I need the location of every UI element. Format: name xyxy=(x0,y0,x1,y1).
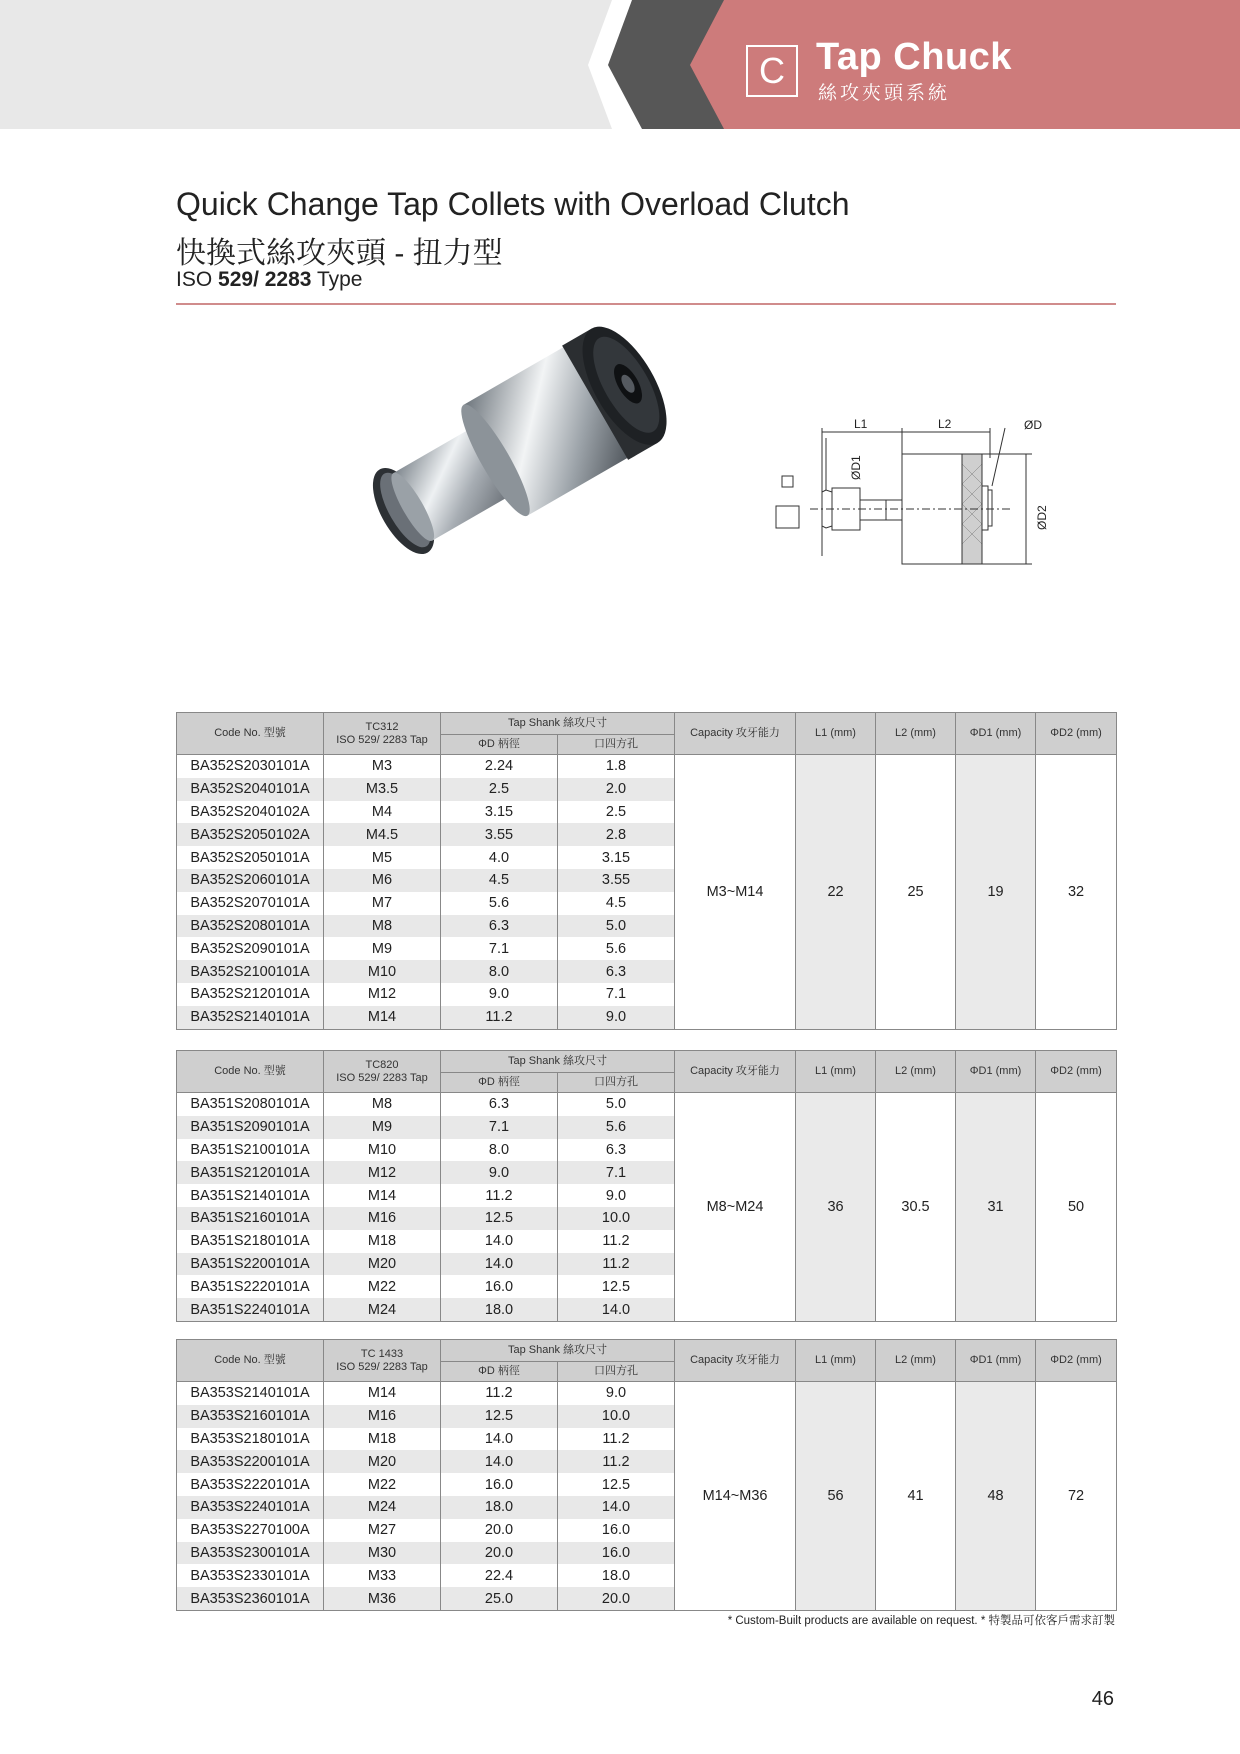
col-header-square: 口四方孔 xyxy=(558,1362,675,1382)
table-row xyxy=(177,755,1117,778)
dim-label-od: ØD xyxy=(1024,418,1042,432)
cell-tap: M9 xyxy=(324,937,441,960)
cell-code: BA351S2160101A xyxy=(177,1207,324,1230)
page-title-zh: 快換式絲攻夾頭 - 扭力型 xyxy=(176,237,503,270)
cell-tap: M30 xyxy=(324,1542,441,1565)
cell-phi-d: 14.0 xyxy=(441,1253,558,1276)
cell-phi-d: 9.0 xyxy=(441,1161,558,1184)
iso-prefix: ISO xyxy=(176,268,213,291)
cell-square: 12.5 xyxy=(558,1473,675,1496)
cell-code: BA352S2100101A xyxy=(177,960,324,983)
cell-code: BA351S2240101A xyxy=(177,1298,324,1321)
cell-tap: M8 xyxy=(324,915,441,938)
cell-code: BA351S2140101A xyxy=(177,1184,324,1207)
cell-phi-d: 14.0 xyxy=(441,1230,558,1253)
cell-phi-d: 18.0 xyxy=(441,1298,558,1321)
table-row xyxy=(177,1382,1117,1405)
cell-tap: M18 xyxy=(324,1428,441,1451)
col-header-model xyxy=(324,1340,441,1382)
col-header-d2: ΦD2 (mm) xyxy=(1036,1340,1117,1382)
cell-phi-d: 8.0 xyxy=(441,960,558,983)
cell-tap: M12 xyxy=(324,983,441,1006)
title-divider xyxy=(176,303,1116,305)
iso-suffix: Type xyxy=(316,268,363,291)
col-header-code: Code No. 型號 xyxy=(177,1051,324,1093)
col-header-l1: L1 (mm) xyxy=(796,1051,876,1093)
col-header-code: Code No. 型號 xyxy=(177,713,324,755)
page-iso-type xyxy=(176,268,362,292)
cell-square: 12.5 xyxy=(558,1275,675,1298)
col-header-l1: L1 (mm) xyxy=(796,713,876,755)
header-banner-shapes xyxy=(0,0,1240,130)
col-header-square: 口四方孔 xyxy=(558,1073,675,1093)
cell-code: BA353S2300101A xyxy=(177,1542,324,1565)
cell-phi-d: 7.1 xyxy=(441,1116,558,1139)
col-header-capacity: Capacity 攻牙能力 xyxy=(675,1051,796,1093)
cell-code: BA351S2200101A xyxy=(177,1253,324,1276)
col-header-l1: L1 (mm) xyxy=(796,1340,876,1382)
cell-tap: M18 xyxy=(324,1230,441,1253)
cell-tap: M33 xyxy=(324,1564,441,1587)
cell-phi-d: 5.6 xyxy=(441,892,558,915)
cell-tap: M20 xyxy=(324,1450,441,1473)
cell-code: BA352S2120101A xyxy=(177,983,324,1006)
cell-square: 5.0 xyxy=(558,1093,675,1116)
model-name: TC 1433 xyxy=(360,1347,404,1360)
col-header-phi-d: ΦD 柄徑 xyxy=(441,1073,558,1093)
col-header-square: 口四方孔 xyxy=(558,735,675,755)
cell-square: 11.2 xyxy=(558,1230,675,1253)
col-header-l2: L2 (mm) xyxy=(876,1340,956,1382)
cell-square: 2.8 xyxy=(558,823,675,846)
cell-d1: 48 xyxy=(956,1382,1036,1611)
model-iso: ISO 529/ 2283 Tap xyxy=(336,733,428,746)
cell-code: BA352S2080101A xyxy=(177,915,324,938)
cell-code: BA351S2120101A xyxy=(177,1161,324,1184)
spec-table-tc820 xyxy=(176,1050,1117,1322)
col-header-phi-d: ΦD 柄徑 xyxy=(441,1362,558,1382)
cell-code: BA351S2090101A xyxy=(177,1116,324,1139)
cell-tap: M4.5 xyxy=(324,823,441,846)
cell-phi-d: 4.5 xyxy=(441,869,558,892)
cell-square: 3.15 xyxy=(558,846,675,869)
col-header-tap-shank: Tap Shank 絲攻尺寸 xyxy=(441,1340,675,1362)
col-header-d2: ΦD2 (mm) xyxy=(1036,1051,1117,1093)
cell-capacity: M14~M36 xyxy=(675,1382,796,1611)
col-header-code: Code No. 型號 xyxy=(177,1340,324,1382)
cell-code: BA351S2100101A xyxy=(177,1139,324,1162)
cell-phi-d: 12.5 xyxy=(441,1207,558,1230)
col-header-d1: ΦD1 (mm) xyxy=(956,1340,1036,1382)
cell-code: BA351S2220101A xyxy=(177,1275,324,1298)
cell-phi-d: 16.0 xyxy=(441,1275,558,1298)
cell-tap: M22 xyxy=(324,1473,441,1496)
cell-d2: 72 xyxy=(1036,1382,1117,1611)
cell-l2: 30.5 xyxy=(876,1093,956,1322)
cell-square: 20.0 xyxy=(558,1587,675,1610)
cell-phi-d: 14.0 xyxy=(441,1428,558,1451)
cell-code: BA352S2140101A xyxy=(177,1006,324,1029)
dim-label-d1: ØD1 xyxy=(849,455,863,480)
cell-tap: M22 xyxy=(324,1275,441,1298)
cell-d1: 19 xyxy=(956,755,1036,1030)
cell-tap: M16 xyxy=(324,1405,441,1428)
page-title-en: Quick Change Tap Collets with Overload Clutch xyxy=(176,186,850,222)
cell-square: 4.5 xyxy=(558,892,675,915)
cell-l1: 36 xyxy=(796,1093,876,1322)
cell-tap: M10 xyxy=(324,1139,441,1162)
cell-square: 11.2 xyxy=(558,1450,675,1473)
col-header-phi-d: ΦD 柄徑 xyxy=(441,735,558,755)
cell-code: BA352S2060101A xyxy=(177,869,324,892)
cell-code: BA352S2040101A xyxy=(177,778,324,801)
cell-tap: M24 xyxy=(324,1298,441,1321)
cell-square: 9.0 xyxy=(558,1382,675,1405)
cell-code: BA353S2270100A xyxy=(177,1519,324,1542)
cell-d1: 31 xyxy=(956,1093,1036,1322)
dim-label-l2: L2 xyxy=(938,417,952,431)
header-subtitle: 絲攻夾頭系統 xyxy=(818,83,951,104)
section-letter-badge: C xyxy=(746,45,798,97)
cell-square: 7.1 xyxy=(558,1161,675,1184)
cell-square: 1.8 xyxy=(558,755,675,778)
cell-phi-d: 8.0 xyxy=(441,1139,558,1162)
cell-tap: M12 xyxy=(324,1161,441,1184)
cell-tap: M8 xyxy=(324,1093,441,1116)
cell-square: 10.0 xyxy=(558,1405,675,1428)
model-name: TC312 xyxy=(365,720,399,733)
cell-phi-d: 11.2 xyxy=(441,1382,558,1405)
cell-code: BA353S2140101A xyxy=(177,1382,324,1405)
cell-square: 14.0 xyxy=(558,1496,675,1519)
cell-square: 6.3 xyxy=(558,1139,675,1162)
cell-tap: M6 xyxy=(324,869,441,892)
cell-square: 3.55 xyxy=(558,869,675,892)
cell-code: BA352S2090101A xyxy=(177,937,324,960)
cell-square: 11.2 xyxy=(558,1428,675,1451)
col-header-d1: ΦD1 (mm) xyxy=(956,1051,1036,1093)
cell-square: 2.0 xyxy=(558,778,675,801)
cell-square: 14.0 xyxy=(558,1298,675,1321)
col-header-l2: L2 (mm) xyxy=(876,713,956,755)
cell-phi-d: 14.0 xyxy=(441,1450,558,1473)
cell-phi-d: 4.0 xyxy=(441,846,558,869)
cell-square: 5.0 xyxy=(558,915,675,938)
cell-code: BA352S2050102A xyxy=(177,823,324,846)
tap-collet-photo xyxy=(340,325,720,655)
table-row xyxy=(177,1093,1117,1116)
cell-tap: M24 xyxy=(324,1496,441,1519)
cell-code: BA352S2070101A xyxy=(177,892,324,915)
col-header-model xyxy=(324,713,441,755)
cell-tap: M27 xyxy=(324,1519,441,1542)
cell-phi-d: 20.0 xyxy=(441,1542,558,1565)
cell-tap: M10 xyxy=(324,960,441,983)
iso-standard: 529/ 2283 xyxy=(218,268,312,291)
cell-square: 5.6 xyxy=(558,937,675,960)
cell-phi-d: 16.0 xyxy=(441,1473,558,1496)
cell-phi-d: 11.2 xyxy=(441,1184,558,1207)
cell-phi-d: 12.5 xyxy=(441,1405,558,1428)
cell-tap: M16 xyxy=(324,1207,441,1230)
cell-code: BA351S2080101A xyxy=(177,1093,324,1116)
cell-code: BA353S2160101A xyxy=(177,1405,324,1428)
cell-tap: M5 xyxy=(324,846,441,869)
cell-square: 18.0 xyxy=(558,1564,675,1587)
model-iso: ISO 529/ 2283 Tap xyxy=(336,1360,428,1373)
cell-l1: 22 xyxy=(796,755,876,1030)
spec-table-tc1433 xyxy=(176,1339,1117,1611)
model-name: TC820 xyxy=(365,1058,399,1071)
cell-phi-d: 7.1 xyxy=(441,937,558,960)
cell-phi-d: 25.0 xyxy=(441,1587,558,1610)
cell-code: BA352S2030101A xyxy=(177,755,324,778)
cell-code: BA353S2240101A xyxy=(177,1496,324,1519)
dimension-drawing xyxy=(770,408,1070,588)
cell-phi-d: 2.5 xyxy=(441,778,558,801)
cell-phi-d: 20.0 xyxy=(441,1519,558,1542)
col-header-model xyxy=(324,1051,441,1093)
cell-l2: 25 xyxy=(876,755,956,1030)
cell-capacity: M3~M14 xyxy=(675,755,796,1030)
cell-square: 2.5 xyxy=(558,801,675,824)
cell-d2: 50 xyxy=(1036,1093,1117,1322)
cell-phi-d: 11.2 xyxy=(441,1006,558,1029)
col-header-capacity: Capacity 攻牙能力 xyxy=(675,1340,796,1382)
cell-square: 6.3 xyxy=(558,960,675,983)
cell-code: BA351S2180101A xyxy=(177,1230,324,1253)
cell-phi-d: 3.15 xyxy=(441,801,558,824)
cell-l1: 56 xyxy=(796,1382,876,1611)
cell-tap: M14 xyxy=(324,1382,441,1405)
cell-code: BA353S2330101A xyxy=(177,1564,324,1587)
cell-square: 11.2 xyxy=(558,1253,675,1276)
col-header-d2: ΦD2 (mm) xyxy=(1036,713,1117,755)
cell-phi-d: 22.4 xyxy=(441,1564,558,1587)
cell-tap: M14 xyxy=(324,1184,441,1207)
spec-table-tc312 xyxy=(176,712,1117,1030)
cell-square: 5.6 xyxy=(558,1116,675,1139)
cell-phi-d: 9.0 xyxy=(441,983,558,1006)
cell-square: 9.0 xyxy=(558,1184,675,1207)
cell-d2: 32 xyxy=(1036,755,1117,1030)
model-iso: ISO 529/ 2283 Tap xyxy=(336,1071,428,1084)
cell-tap: M4 xyxy=(324,801,441,824)
cell-code: BA353S2200101A xyxy=(177,1450,324,1473)
cell-phi-d: 6.3 xyxy=(441,1093,558,1116)
cell-tap: M3.5 xyxy=(324,778,441,801)
page-number: 46 xyxy=(1091,1688,1114,1710)
col-header-d1: ΦD1 (mm) xyxy=(956,713,1036,755)
cell-code: BA352S2040102A xyxy=(177,801,324,824)
dim-label-l1: L1 xyxy=(854,417,868,431)
footnote: * Custom-Built products are available on request. * 特製品可依客戶需求訂製 xyxy=(727,1615,1115,1627)
cell-l2: 41 xyxy=(876,1382,956,1611)
cell-capacity: M8~M24 xyxy=(675,1093,796,1322)
cell-tap: M20 xyxy=(324,1253,441,1276)
col-header-l2: L2 (mm) xyxy=(876,1051,956,1093)
cell-tap: M36 xyxy=(324,1587,441,1610)
cell-tap: M7 xyxy=(324,892,441,915)
cell-code: BA353S2360101A xyxy=(177,1587,324,1610)
cell-square: 9.0 xyxy=(558,1006,675,1029)
dim-label-d2: ØD2 xyxy=(1035,505,1049,530)
cell-phi-d: 2.24 xyxy=(441,755,558,778)
cell-code: BA353S2180101A xyxy=(177,1428,324,1451)
cell-square: 16.0 xyxy=(558,1519,675,1542)
col-header-tap-shank: Tap Shank 絲攻尺寸 xyxy=(441,713,675,735)
cell-square: 7.1 xyxy=(558,983,675,1006)
cell-tap: M14 xyxy=(324,1006,441,1029)
col-header-capacity: Capacity 攻牙能力 xyxy=(675,713,796,755)
col-header-tap-shank: Tap Shank 絲攻尺寸 xyxy=(441,1051,675,1073)
cell-code: BA353S2220101A xyxy=(177,1473,324,1496)
cell-phi-d: 6.3 xyxy=(441,915,558,938)
cell-phi-d: 3.55 xyxy=(441,823,558,846)
cell-tap: M9 xyxy=(324,1116,441,1139)
cell-square: 16.0 xyxy=(558,1542,675,1565)
cell-phi-d: 18.0 xyxy=(441,1496,558,1519)
cell-code: BA352S2050101A xyxy=(177,846,324,869)
square-hole-symbol xyxy=(782,476,793,487)
header-title: Tap Chuck xyxy=(816,36,1012,78)
cell-square: 10.0 xyxy=(558,1207,675,1230)
cell-tap: M3 xyxy=(324,755,441,778)
